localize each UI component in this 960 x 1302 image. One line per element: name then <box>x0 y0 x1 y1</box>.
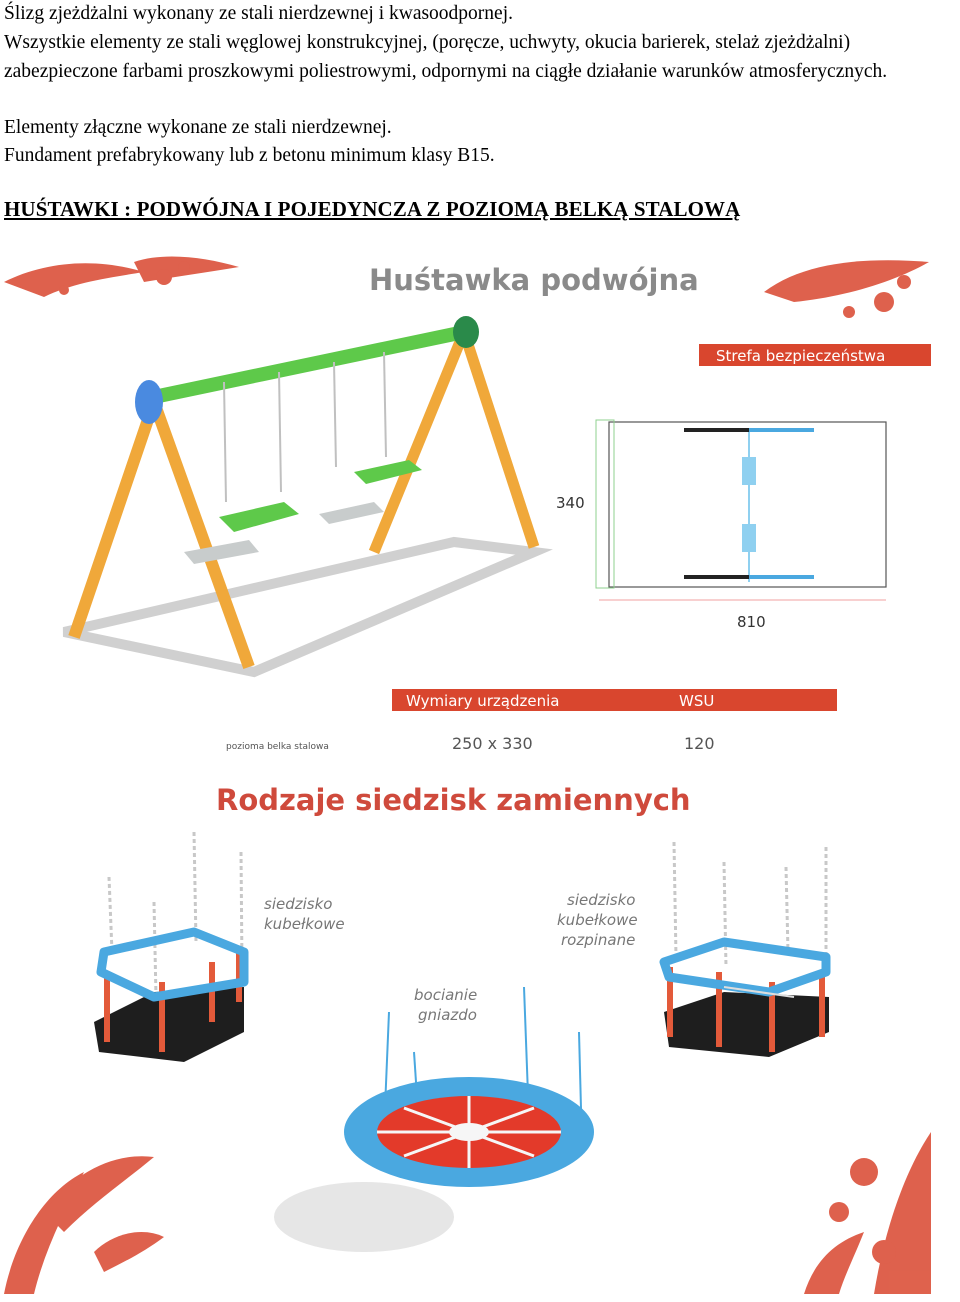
seat-right-label-2: kubełkowe <box>557 911 638 929</box>
paragraph-material: Ślizg zjeżdżalni wykonany ze stali nierdzewnej i kwasoodpornej. <box>4 3 513 24</box>
decor-top-left <box>4 257 239 297</box>
safety-zone-label: Strefa bezpieczeństwa <box>716 347 886 365</box>
seat-left-label-2: kubełkowe <box>264 915 345 933</box>
product-illustration <box>4 252 931 1294</box>
spec-dims: 250 x 330 <box>452 734 533 753</box>
paragraph-foundation: Fundament prefabrykowany lub z betonu minimum klasy B15. <box>4 145 495 166</box>
seat-nest-label-2: gniazdo <box>418 1006 477 1024</box>
spec-wsu: 120 <box>684 734 715 753</box>
seat-left-label-1: siedzisko <box>264 895 333 913</box>
seat-nest-label-1: bocianie <box>414 986 478 1004</box>
decor-top-right <box>764 260 929 318</box>
seat-right-label-1: siedzisko <box>567 891 636 909</box>
seats-title: Rodzaje siedzisk zamiennych <box>216 783 691 817</box>
seat-right-label-3: rozpinane <box>561 931 636 949</box>
swing-frame <box>64 316 534 672</box>
decor-bottom-left <box>4 1156 164 1294</box>
nest-seat <box>274 987 594 1252</box>
plan-diagram <box>596 420 886 600</box>
plan-depth-dimension: 340 <box>556 494 585 512</box>
figure-title: Huśtawka podwójna <box>369 263 699 297</box>
spec-name: pozioma belka stalowa <box>226 742 329 752</box>
bucket-seat-left <box>94 832 244 1062</box>
paragraph-coating: Wszystkie elementy ze stali węglowej konstrukcyjnej, (poręcze, uchwyty, okucia barierek, stelaż zjeżdżalni) zabezpieczone farbami proszkowymi poliestrowymi, odpornymi na ciągłe działanie warunków atmosferycznych. <box>4 32 888 82</box>
section-heading: HUŚTAWKI : PODWÓJNA I POJEDYNCZA Z POZIOMĄ BELKĄ STALOWĄ <box>4 197 741 221</box>
product-figure <box>4 252 931 1294</box>
decor-bottom-right <box>804 1132 931 1294</box>
spec-bar-label: Wymiary urządzenia <box>406 692 560 710</box>
bucket-seat-right <box>664 842 829 1057</box>
spec-bar-wsu: WSU <box>679 692 715 710</box>
plan-width-dimension: 810 <box>737 613 766 631</box>
paragraph-fasteners: Elementy złączne wykonane ze stali nierdzewnej. <box>4 117 392 138</box>
